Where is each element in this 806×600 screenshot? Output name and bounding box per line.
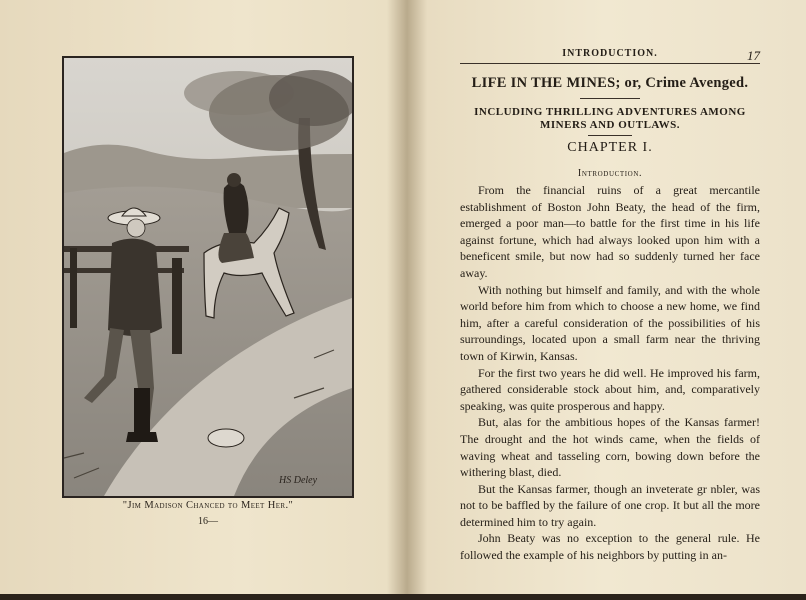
subtitle-rule xyxy=(588,135,632,136)
title-rule xyxy=(580,98,640,99)
header-rule xyxy=(460,63,760,64)
book-subtitle: INCLUDING THRILLING ADVENTURES AMONG MINERS AND OUTLAWS. xyxy=(474,106,746,131)
paragraph: For the first two years he did well. He improved his farm, gathered considerable stock about him, and, comparatively speaking, was quite prosperous and happy. xyxy=(460,365,760,413)
paragraph: But the Kansas farmer, though an inveterate gr nbler, was not to be baffled by the failure of one crop. It but all the more determined him to try again. xyxy=(460,481,760,529)
engraving-illustration xyxy=(64,58,352,496)
body-text xyxy=(460,182,760,564)
paragraph: From the financial ruins of a great mercantile establishment of Boston John Beaty, the head of the firm, emerged a poor man—to battle for the first time in his life against fortune, which had always looked upon him with a beneficent smile, but now had so suddenly turned her face away. xyxy=(460,183,760,280)
illustration-plate xyxy=(62,56,354,498)
book-title: LIFE IN THE MINES; or, Crime Avenged. xyxy=(471,75,749,91)
artist-signature: HS Deley xyxy=(279,475,318,486)
chapter-heading: CHAPTER I. xyxy=(567,140,653,155)
plate-caption: "Jim Madison Chanced to Meet Her." xyxy=(122,500,294,511)
page-number: 17 xyxy=(747,48,760,63)
page-edge xyxy=(0,594,806,600)
paragraph: John Beaty was no exception to the general rule. He followed the example of his neighbors by putting in an- xyxy=(460,531,760,563)
running-head: INTRODUCTION. xyxy=(562,48,658,59)
left-folio: 16— xyxy=(198,516,218,527)
paragraph: With nothing but himself and family, and with the whole world before him from which to choose a new home, we find him, after a careful consideration of the possibilities of his surroundings, located upon a small farm near the thriving town of Kirwin, Kansas. xyxy=(460,282,760,363)
paragraph: But, alas for the ambitious hopes of the Kansas farmer! The drought and the hot winds came, when the fields of waving wheat and tasseling corn, bowing down before the withering blast, died. xyxy=(460,415,760,480)
section-heading: Introduction. xyxy=(577,168,643,179)
